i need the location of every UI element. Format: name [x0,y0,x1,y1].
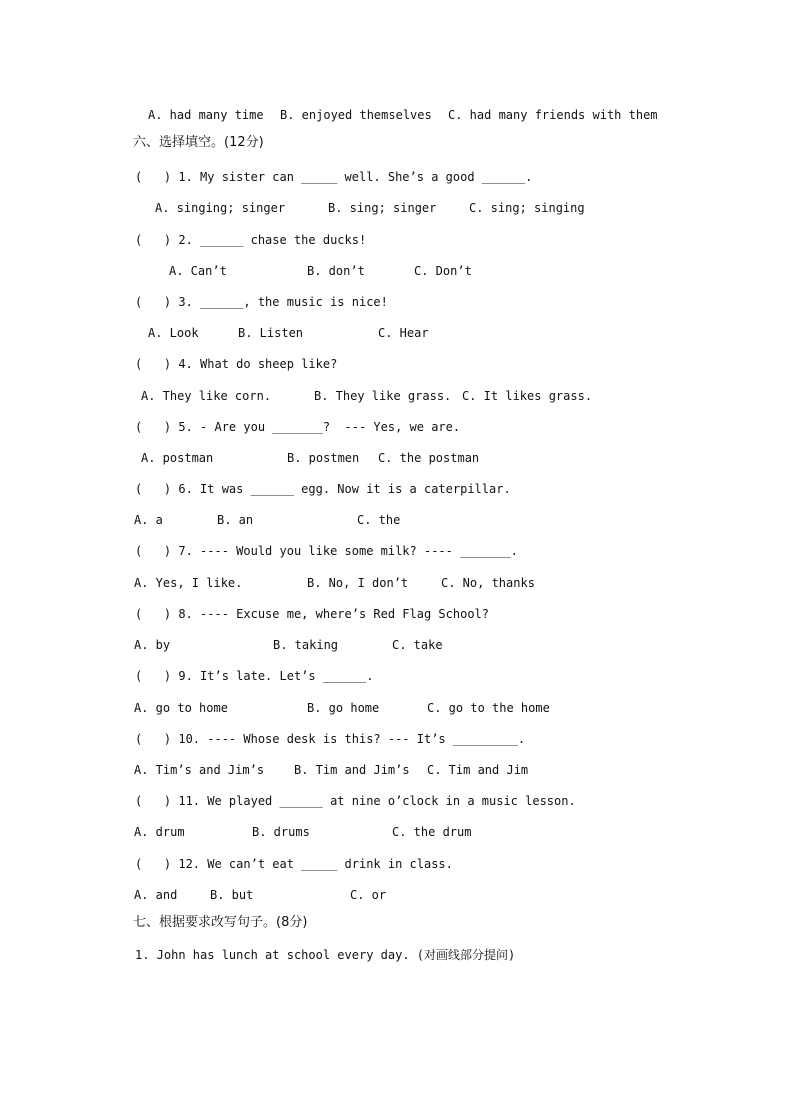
question-stem: ( ) 4. What do sheep like? [135,357,338,371]
option-b: B. taking [273,638,339,652]
option-b: B. They like grass. [314,389,452,403]
option-c: C. take [392,638,443,652]
option-c: C. the [357,513,401,527]
option-a: A. Look [148,326,199,340]
option-c: C. Tim and Jim [427,763,529,777]
option-a: A. Yes, I like. [134,576,243,590]
option-a: A. had many time [148,108,264,122]
question-stem: ( ) 7. ---- Would you like some milk? ---- _______. [135,544,518,558]
option-c: C. No, thanks [441,576,535,590]
option-b: B. drums [252,825,310,839]
option-a: A. go to home [134,701,228,715]
option-b: B. Tim and Jim’s [294,763,410,777]
option-b: B. enjoyed themselves [280,108,432,122]
question-stem: ( ) 1. My sister can _____ well. She’s a good ______. [135,170,533,184]
option-b: B. sing; singer [328,201,437,215]
question-stem: ( ) 6. It was ______ egg. Now it is a caterpillar. [135,482,511,496]
option-a: A. Tim’s and Jim’s [134,763,265,777]
option-a: A. drum [134,825,185,839]
option-c: C. go to the home [427,701,550,715]
rewrite-item-1: 1. John has lunch at school every day. (对画线部分提问) [135,948,516,962]
option-b: B. but [210,888,254,902]
question-stem: ( ) 10. ---- Whose desk is this? --- It’s _________. [135,732,526,746]
option-a: A. and [134,888,178,902]
option-b: B. No, I don’t [307,576,409,590]
option-a: A. They like corn. [141,389,272,403]
option-c: C. or [350,888,387,902]
option-a: A. postman [141,451,214,465]
option-c: C. the drum [392,825,472,839]
question-stem: ( ) 9. It’s late. Let’s ______. [135,669,374,683]
option-b: B. don’t [307,264,365,278]
question-stem: ( ) 2. ______ chase the ducks! [135,233,367,247]
option-c: C. the postman [378,451,480,465]
option-b: B. Listen [238,326,304,340]
option-a: A. Can’t [169,264,227,278]
question-stem: ( ) 8. ---- Excuse me, where’s Red Flag School? [135,607,490,621]
section-6-title: 六、选择填空。(12分) [133,135,264,150]
option-c: C. Don’t [414,264,472,278]
section-7-title: 七、根据要求改写句子。(8分) [133,915,308,930]
option-a: A. singing; singer [155,201,286,215]
option-a: A. by [134,638,171,652]
option-c: C. sing; singing [469,201,585,215]
question-stem: ( ) 5. - Are you _______? --- Yes, we are. [135,420,461,434]
option-b: B. postmen [287,451,360,465]
option-c: C. had many friends with them [448,108,658,122]
option-c: C. Hear [378,326,429,340]
question-stem: ( ) 11. We played ______ at nine o’clock in a music lesson. [135,794,576,808]
option-c: C. It likes grass. [462,389,593,403]
option-b: B. an [217,513,254,527]
option-b: B. go home [307,701,380,715]
option-a: A. a [134,513,163,527]
question-stem: ( ) 3. ______, the music is nice! [135,295,388,309]
question-stem: ( ) 12. We can’t eat _____ drink in class. [135,857,453,871]
